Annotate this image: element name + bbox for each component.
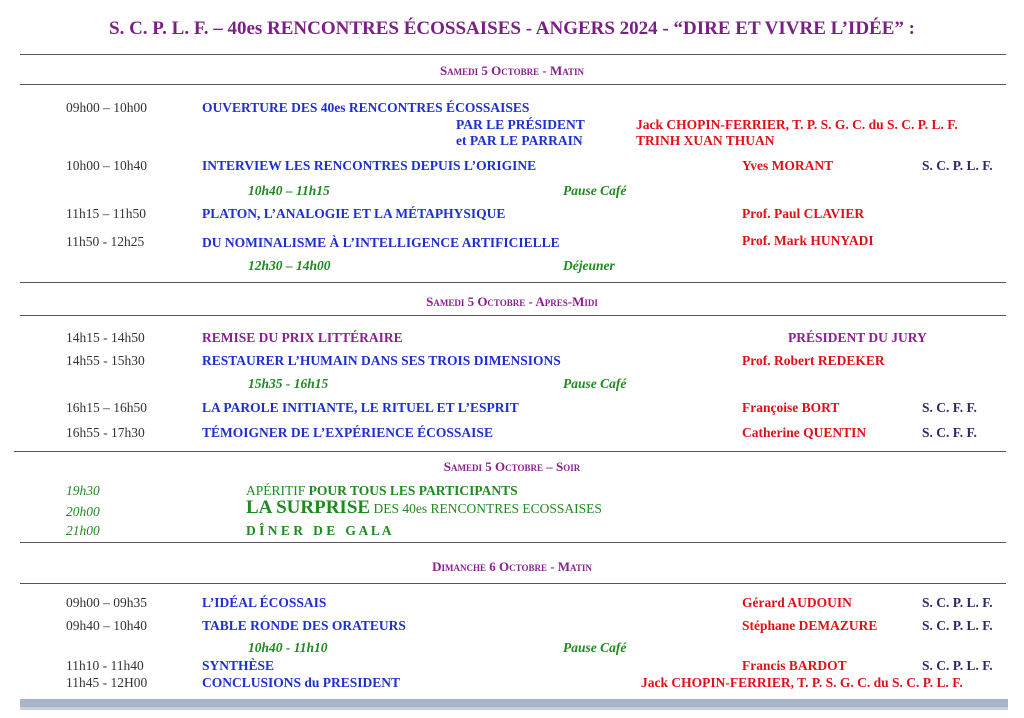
row-speaker: Yves MORANT bbox=[742, 158, 834, 173]
row-sub: et PAR LE PARRAIN bbox=[456, 133, 583, 148]
section-header-saturday-evening: Samedi 5 Octobre – Soir bbox=[443, 459, 581, 474]
row-sub: PAR LE PRÉSIDENT bbox=[456, 117, 585, 132]
row-speaker: PRÉSIDENT DU JURY bbox=[788, 330, 927, 345]
row-talk: REMISE DU PRIX LITTÉRAIRE bbox=[202, 330, 403, 345]
row-speaker: Françoise BORT bbox=[742, 400, 840, 415]
divider bbox=[20, 54, 1006, 55]
row-talk: L’IDÉAL ÉCOSSAIS bbox=[202, 595, 327, 610]
evening-time: 20h00 bbox=[66, 504, 100, 519]
row-time: 11h15 – 11h50 bbox=[66, 206, 146, 221]
footer-bar bbox=[20, 699, 1008, 707]
page-title: S. C. P. L. F. – 40es RENCONTRES ÉCOSSAISES - ANGERS 2024 - “DIRE ET VIVRE L’IDÉE” : bbox=[109, 18, 915, 39]
pause-label: Pause Café bbox=[563, 640, 627, 655]
divider bbox=[20, 84, 1006, 85]
divider bbox=[20, 542, 1006, 543]
row-speaker: Gérard AUDOUIN bbox=[742, 595, 852, 610]
row-time: 11h45 - 12H00 bbox=[66, 675, 148, 690]
row-time: 10h00 – 10h40 bbox=[66, 158, 147, 173]
section-header-saturday-morning: Samedi 5 Octobre - Matin bbox=[439, 63, 585, 78]
row-talk: CONCLUSIONS du PRESIDENT bbox=[202, 675, 401, 690]
row-speaker: Francis BARDOT bbox=[742, 658, 847, 673]
pause-time: 10h40 – 11h15 bbox=[248, 183, 330, 198]
evening-item: D Î N E R D E G A L A bbox=[246, 523, 392, 538]
divider bbox=[20, 315, 1006, 316]
row-talk: TABLE RONDE DES ORATEURS bbox=[202, 618, 406, 633]
row-speaker: Jack CHOPIN-FERRIER, T. P. S. G. C. du S. C. P. L. F. bbox=[636, 117, 958, 132]
row-speaker: Jack CHOPIN-FERRIER, T. P. S. G. C. du S. C. P. L. F. bbox=[641, 675, 963, 690]
row-time: 11h50 - 12h25 bbox=[66, 234, 145, 249]
row-speaker: Prof. Paul CLAVIER bbox=[742, 206, 865, 221]
evening-item-a: APÉRITIF bbox=[246, 483, 309, 498]
pause-label: Pause Café bbox=[563, 183, 627, 198]
section-header-sunday-morning: Dimanche 6 Octobre - Matin bbox=[432, 559, 592, 574]
row-speaker: TRINH XUAN THUAN bbox=[636, 133, 775, 148]
row-speaker: Prof. Mark HUNYADI bbox=[742, 233, 874, 248]
row-talk: INTERVIEW LES RENCONTRES DEPUIS L’ORIGINE bbox=[202, 158, 537, 173]
row-time: 14h15 - 14h50 bbox=[66, 330, 145, 345]
row-time: 09h00 – 10h00 bbox=[66, 100, 147, 115]
row-org: S. C. F. F. bbox=[922, 425, 977, 440]
evening-item-a: LA SURPRISE bbox=[246, 497, 371, 518]
row-talk: LA PAROLE INITIANTE, LE RITUEL ET L’ESPRIT bbox=[202, 400, 519, 415]
row-talk: DU NOMINALISME À L’INTELLIGENCE ARTIFICIELLE bbox=[202, 235, 560, 250]
row-talk: TÉMOIGNER DE L’EXPÉRIENCE ÉCOSSAISE bbox=[202, 425, 493, 440]
row-speaker: Prof. Robert REDEKER bbox=[742, 353, 885, 368]
row-org: S. C. P. L. F. bbox=[922, 618, 993, 633]
divider bbox=[20, 583, 1006, 584]
divider bbox=[20, 282, 1006, 283]
row-time: 09h40 – 10h40 bbox=[66, 618, 147, 633]
evening-time: 19h30 bbox=[66, 483, 100, 498]
evening-item bbox=[246, 497, 602, 519]
row-org: S. C. P. L. F. bbox=[922, 658, 993, 673]
row-time: 14h55 - 15h30 bbox=[66, 353, 145, 368]
row-time: 09h00 – 09h35 bbox=[66, 595, 147, 610]
evening-time: 21h00 bbox=[66, 523, 100, 538]
row-org: S. C. P. L. F. bbox=[922, 158, 993, 173]
evening-item-b: DES 40es RENCONTRES ECOSSAISES bbox=[370, 501, 602, 516]
pause-time: 10h40 - 11h10 bbox=[248, 640, 328, 655]
evening-item-b: POUR TOUS LES PARTICIPANTS bbox=[308, 483, 518, 498]
row-time: 16h55 - 17h30 bbox=[66, 425, 145, 440]
row-speaker: Catherine QUENTIN bbox=[742, 425, 867, 440]
row-speaker: Stéphane DEMAZURE bbox=[742, 618, 878, 633]
row-talk: OUVERTURE DES 40es RENCONTRES ÉCOSSAISES bbox=[202, 100, 530, 115]
footer-bar bbox=[20, 707, 1008, 710]
row-talk: SYNTHÈSE bbox=[202, 658, 275, 673]
pause-label: Déjeuner bbox=[563, 258, 615, 273]
pause-label: Pause Café bbox=[563, 376, 627, 391]
row-talk: PLATON, L’ANALOGIE ET LA MÉTAPHYSIQUE bbox=[202, 206, 506, 221]
row-org: S. C. F. F. bbox=[922, 400, 977, 415]
row-org: S. C. P. L. F. bbox=[922, 595, 993, 610]
divider bbox=[14, 451, 1006, 452]
row-talk: RESTAURER L’HUMAIN DANS SES TROIS DIMENSIONS bbox=[202, 353, 561, 368]
section-header-saturday-afternoon: Samedi 5 Octobre - Apres-Midi bbox=[426, 294, 598, 309]
row-time: 16h15 – 16h50 bbox=[66, 400, 147, 415]
row-time: 11h10 - 11h40 bbox=[66, 658, 144, 673]
pause-time: 12h30 – 14h00 bbox=[248, 258, 331, 273]
pause-time: 15h35 - 16h15 bbox=[248, 376, 329, 391]
